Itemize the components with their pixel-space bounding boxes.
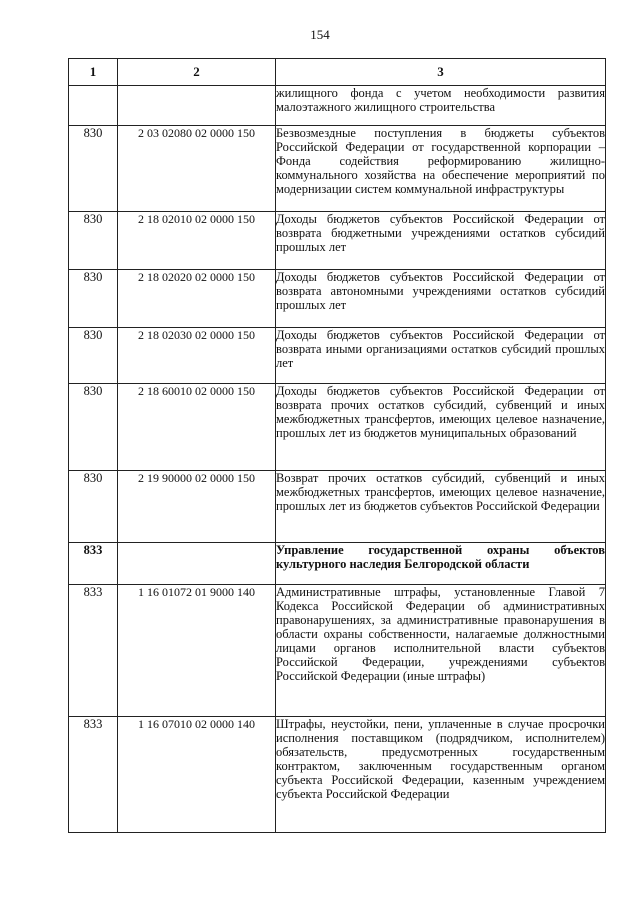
admin-code-cell: 833 (69, 585, 118, 717)
table-row (69, 86, 606, 126)
table-row (69, 384, 606, 471)
kbk-code-cell: 2 18 02020 02 0000 150 (118, 270, 276, 328)
header-col-3: 3 (276, 59, 606, 86)
kbk-code-cell: 2 18 02030 02 0000 150 (118, 328, 276, 384)
table-row (69, 328, 606, 384)
admin-code-cell: 830 (69, 384, 118, 471)
description-cell: Административные штрафы, установленные Главой 7 Кодекса Российской Федерации об административных правонарушениях, за административные правонарушения в области охраны собственности, налагаемые должностными лицами органов исполнительной власти субъектов Российской Федерации, учреждениями субъектов Российской Федерации (иные штрафы) (276, 585, 606, 717)
table-row (69, 126, 606, 212)
page-number: 154 (310, 27, 330, 42)
table-row (69, 585, 606, 717)
description-cell: Возврат прочих остатков субсидий, субвенций и иных межбюджетных трансфертов, имеющих целевое назначение, прошлых лет из бюджетов субъектов Российской Федерации (276, 471, 606, 543)
admin-code-cell: 830 (69, 270, 118, 328)
admin-code-cell: 830 (69, 328, 118, 384)
table-row (69, 270, 606, 328)
description-cell: жилищного фонда с учетом необходимости развития малоэтажного жилищного строительства (276, 86, 606, 126)
description-cell: Доходы бюджетов субъектов Российской Федерации от возврата иными организациями остатков субсидий прошлых лет (276, 328, 606, 384)
description-cell: Доходы бюджетов субъектов Российской Федерации от возврата прочих остатков субсидий, субвенций и иных межбюджетных трансфертов, имеющих целевое назначение, прошлых лет из бюджетов муниципальных образований (276, 384, 606, 471)
kbk-code-cell (118, 86, 276, 126)
description-cell: Доходы бюджетов субъектов Российской Федерации от возврата автономными учреждениями остатков субсидий прошлых лет (276, 270, 606, 328)
budget-classification-table (68, 58, 606, 833)
kbk-code-cell: 2 18 02010 02 0000 150 (118, 212, 276, 270)
header-col-1: 1 (69, 59, 118, 86)
admin-code-cell (69, 86, 118, 126)
kbk-code-cell: 2 03 02080 02 0000 150 (118, 126, 276, 212)
description-cell: Безвозмездные поступления в бюджеты субъектов Российской Федерации от государственной корпорации – Фонда содействия реформированию жилищно-коммунального хозяйства на обеспечение мероприятий по модернизации систем коммунальной инфраструктуры (276, 126, 606, 212)
admin-code-cell: 830 (69, 126, 118, 212)
table-row (69, 212, 606, 270)
description-cell: Штрафы, неустойки, пени, уплаченные в случае просрочки исполнения поставщиком (подрядчиком, исполнителем) обязательств, предусмотренных государственным контрактом, заключенным государственным органом субъекта Российской Федерации, казенным учреждением субъекта Российской Федерации (276, 717, 606, 833)
administrator-name-cell: Управление государственной охраны объектов культурного наследия Белгородской области (276, 543, 606, 585)
admin-code-cell: 830 (69, 212, 118, 270)
admin-code-cell: 833 (69, 543, 118, 585)
table-header-row (69, 59, 606, 86)
kbk-code-cell: 1 16 07010 02 0000 140 (118, 717, 276, 833)
kbk-code-cell (118, 543, 276, 585)
admin-code-cell: 830 (69, 471, 118, 543)
table-row (69, 717, 606, 833)
table-row (69, 471, 606, 543)
table-row-section-header (69, 543, 606, 585)
admin-code-cell: 833 (69, 717, 118, 833)
kbk-code-cell: 2 18 60010 02 0000 150 (118, 384, 276, 471)
header-col-2: 2 (118, 59, 276, 86)
description-cell: Доходы бюджетов субъектов Российской Федерации от возврата бюджетными учреждениями остатков субсидий прошлых лет (276, 212, 606, 270)
kbk-code-cell: 1 16 01072 01 9000 140 (118, 585, 276, 717)
kbk-code-cell: 2 19 90000 02 0000 150 (118, 471, 276, 543)
